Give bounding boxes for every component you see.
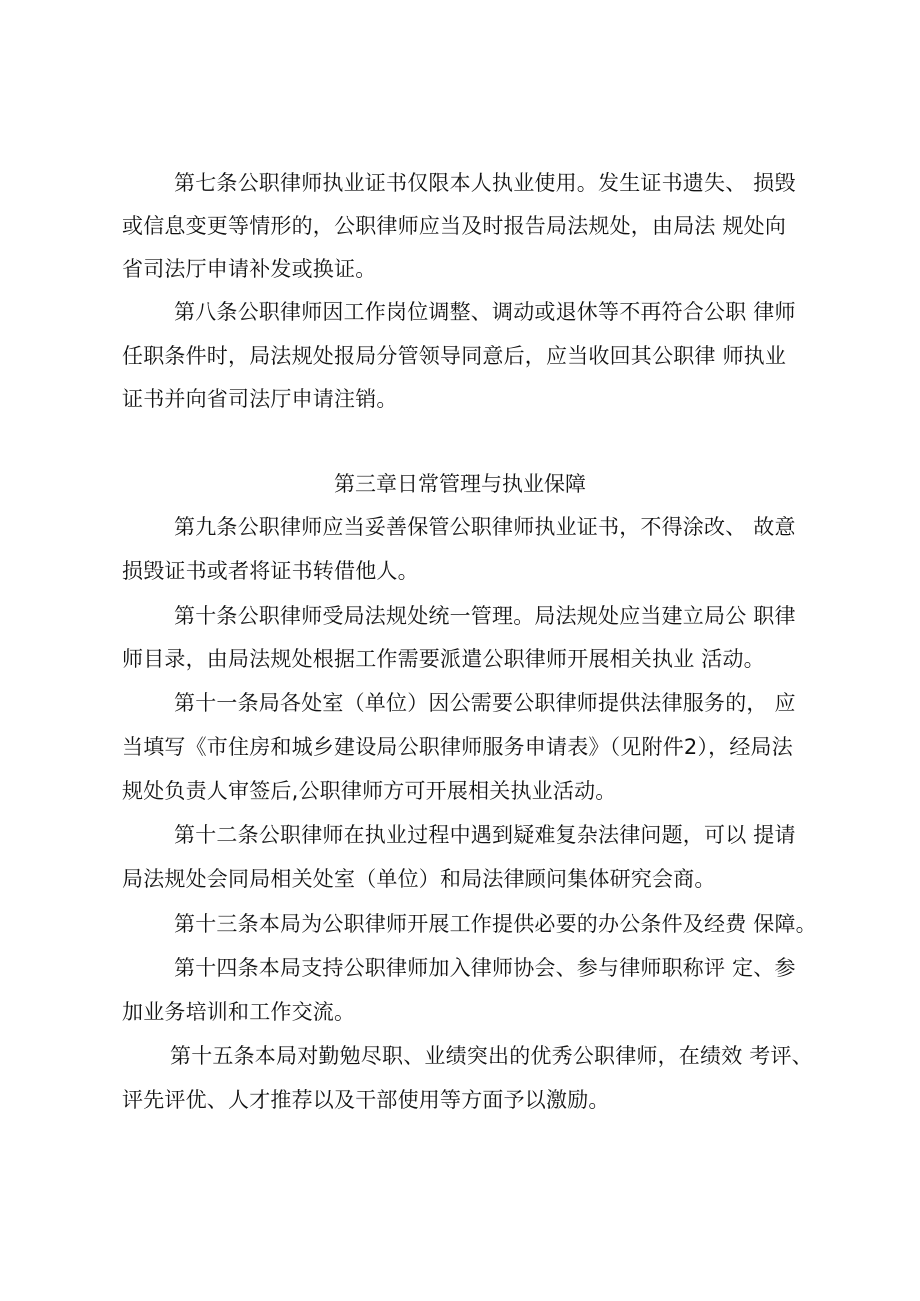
article-14-line-1: 第十四条本局支持公职律师加入律师协会、参与律师职称评 定、参 xyxy=(174,956,796,980)
article-7-line-3: 省司法厅申请补发或换证。 xyxy=(122,257,377,281)
article-11-line-1: 第十一条局各处室（单位）因公需要公职律师提供法律服务的， 应 xyxy=(174,691,796,715)
article-7-line-1: 第七条公职律师执业证书仅限本人执业使用。发生证书遗失、 损毁 xyxy=(174,171,796,195)
article-9-line-1: 第九条公职律师应当妥善保管公职律师执业证书，不得涂改、 故意 xyxy=(174,515,796,539)
chapter-3-heading: 第三章日常管理与执业保障 xyxy=(334,472,586,496)
article-14-line-2: 加业务培训和工作交流。 xyxy=(122,1000,356,1024)
article-8-line-1: 第八条公职律师因工作岗位调整、调动或退休等不再符合公职 律师 xyxy=(174,300,796,324)
article-12-line-1: 第十二条公职律师在执业过程中遇到疑难复杂法律问题，可以 提请 xyxy=(174,823,796,847)
article-11-line-3: 规处负责人审签后,公职律师方可开展相关执业活动。 xyxy=(122,779,617,803)
article-7-line-2: 或信息变更等情形的，公职律师应当及时报告局法规处，由局法 规处向 xyxy=(122,214,787,238)
article-15-line-1: 第十五条本局对勤勉尽职、业绩突出的优秀公职律师，在绩效 考评、 xyxy=(170,1044,813,1068)
article-13-line-1: 第十三条本局为公职律师开展工作提供必要的办公条件及经费 保障。 xyxy=(174,912,817,936)
article-12-line-2: 局法规处会同局相关处室（单位）和局法律顾问集体研究会商。 xyxy=(122,867,716,891)
article-15-line-2: 评先评优、人才推荐以及干部使用等方面予以激励。 xyxy=(122,1088,610,1112)
article-11-line-2: 当填写《市住房和城乡建设局公职律师服务申请表》（见附件2），经局法 xyxy=(122,735,793,759)
article-10-line-2: 师目录，由局法规处根据工作需要派遣公职律师开展相关执业 活动。 xyxy=(122,647,765,671)
article-8-line-3: 证书并向省司法厅申请注销。 xyxy=(122,387,398,411)
article-9-line-2: 损毁证书或者将证书转借他人。 xyxy=(122,559,419,583)
article-10-line-1: 第十条公职律师受局法规处统一管理。局法规处应当建立局公 职律 xyxy=(174,604,796,628)
article-8-line-2: 任职条件时，局法规处报局分管领导同意后，应当收回其公职律 师执业 xyxy=(122,344,787,368)
